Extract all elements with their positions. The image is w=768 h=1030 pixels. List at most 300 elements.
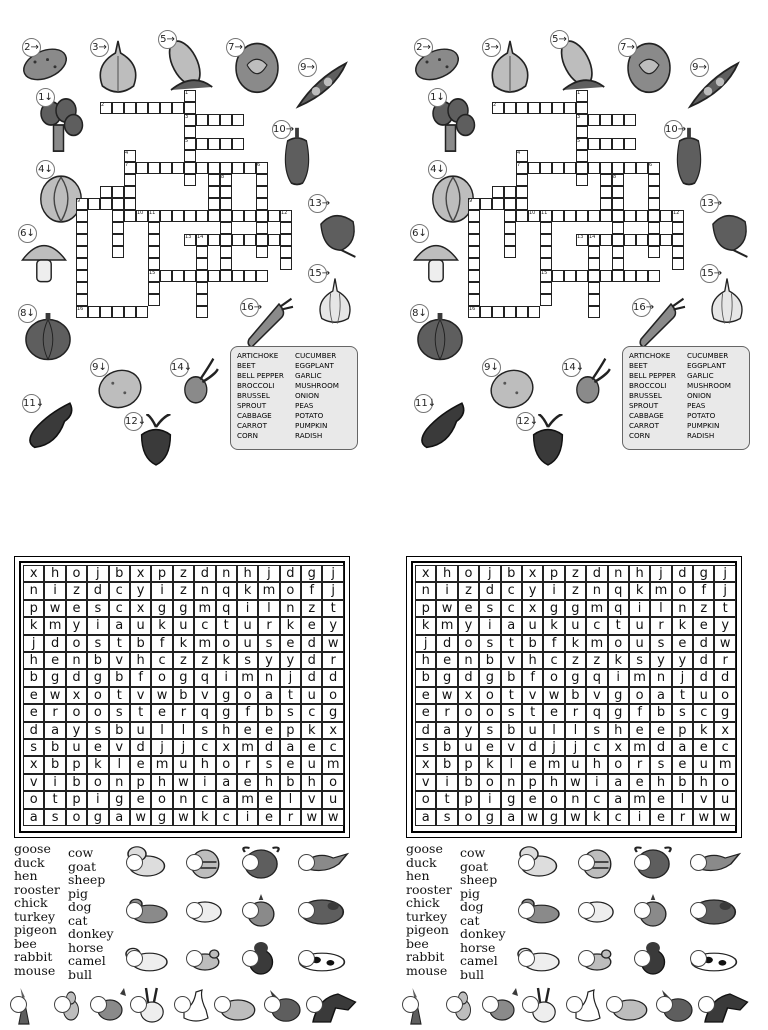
crossword-cell[interactable] (564, 102, 576, 114)
wordsearch-letter[interactable]: x (130, 600, 151, 617)
crossword-cell[interactable] (468, 210, 480, 222)
wordsearch-letter[interactable]: j (280, 669, 301, 686)
wordsearch-letter[interactable]: o (479, 774, 500, 791)
answer-circle[interactable] (214, 996, 231, 1013)
wordsearch-letter[interactable]: b (109, 565, 130, 582)
wordsearch-letter[interactable]: p (23, 600, 44, 617)
wordsearch-letter[interactable]: s (650, 635, 671, 652)
crossword-cell[interactable] (648, 246, 660, 258)
crossword-cell[interactable] (220, 222, 232, 234)
wordsearch-letter[interactable]: m (194, 600, 215, 617)
wordsearch-letter[interactable]: s (87, 600, 108, 617)
wordsearch-letter[interactable]: o (458, 635, 479, 652)
wordsearch-letter[interactable]: g (608, 704, 629, 721)
wordsearch-letter[interactable]: r (565, 704, 586, 721)
wordsearch-letter[interactable]: u (714, 791, 735, 808)
crossword-cell[interactable] (136, 162, 148, 174)
wordsearch-letter[interactable]: i (436, 774, 457, 791)
wordsearch-letter[interactable]: z (301, 600, 322, 617)
wordsearch-letter[interactable]: l (258, 600, 279, 617)
wordsearch-letter[interactable]: t (714, 600, 735, 617)
wordsearch-letter[interactable]: e (23, 687, 44, 704)
crossword-cell[interactable] (196, 294, 208, 306)
crossword-cell[interactable] (588, 210, 600, 222)
wordsearch-letter[interactable]: o (458, 565, 479, 582)
wordsearch-letter[interactable]: t (109, 687, 130, 704)
wordsearch-letter[interactable]: y (130, 582, 151, 599)
wordsearch-letter[interactable]: o (216, 635, 237, 652)
wordsearch-letter[interactable]: e (87, 739, 108, 756)
wordsearch-letter[interactable]: b (501, 722, 522, 739)
wordsearch-letter[interactable]: n (173, 791, 194, 808)
wordsearch-letter[interactable]: d (693, 635, 714, 652)
wordsearch-letter[interactable]: j (565, 739, 586, 756)
wordsearch-letter[interactable]: k (23, 617, 44, 634)
wordsearch-letter[interactable]: b (415, 669, 436, 686)
wordsearch-letter[interactable]: r (237, 756, 258, 773)
answer-circle[interactable] (446, 996, 463, 1013)
wordsearch-letter[interactable]: o (714, 687, 735, 704)
wordsearch-letter[interactable]: c (586, 791, 607, 808)
wordsearch-letter[interactable]: r (258, 617, 279, 634)
wordsearch-letter[interactable]: x (66, 687, 87, 704)
wordsearch-letter[interactable]: l (672, 791, 693, 808)
wordsearch-letter[interactable]: o (151, 669, 172, 686)
wordsearch-letter[interactable]: g (87, 669, 108, 686)
crossword-cell[interactable] (76, 222, 88, 234)
wordsearch-letter[interactable]: e (130, 756, 151, 773)
crossword-cell[interactable] (504, 234, 516, 246)
wordsearch-letter[interactable]: g (109, 791, 130, 808)
wordsearch-letter[interactable]: i (151, 582, 172, 599)
wordsearch-letter[interactable]: m (629, 669, 650, 686)
wordsearch-letter[interactable]: b (565, 687, 586, 704)
wordsearch-letter[interactable]: v (586, 687, 607, 704)
wordsearch-letter[interactable]: s (258, 756, 279, 773)
wordsearch-letter[interactable]: w (436, 687, 457, 704)
crossword-cell[interactable] (256, 222, 268, 234)
wordsearch-letter[interactable]: e (650, 809, 671, 826)
wordsearch-letter[interactable]: u (522, 617, 543, 634)
wordsearch-letter[interactable]: g (479, 809, 500, 826)
crossword-cell[interactable] (504, 222, 516, 234)
wordsearch-letter[interactable]: a (608, 774, 629, 791)
answer-circle[interactable] (306, 996, 323, 1013)
wordsearch-letter[interactable]: i (194, 774, 215, 791)
crossword-cell[interactable] (540, 258, 552, 270)
wordsearch-letter[interactable]: e (280, 756, 301, 773)
wordsearch-letter[interactable]: t (109, 635, 130, 652)
wordsearch-letter[interactable]: g (173, 669, 194, 686)
wordsearch-letter[interactable]: u (66, 739, 87, 756)
wordsearch-letter[interactable]: i (436, 582, 457, 599)
wordsearch-letter[interactable]: v (415, 774, 436, 791)
crossword-cell[interactable] (504, 102, 516, 114)
wordsearch-letter[interactable]: n (650, 669, 671, 686)
wordsearch-letter[interactable]: j (479, 565, 500, 582)
crossword-cell[interactable] (220, 162, 232, 174)
crossword-cell[interactable] (208, 138, 220, 150)
answer-circle[interactable] (298, 902, 315, 919)
crossword-cell[interactable] (576, 210, 588, 222)
crossword-cell[interactable] (208, 174, 220, 186)
wordsearch-letter[interactable]: d (672, 565, 693, 582)
wordsearch-letter[interactable]: w (44, 687, 65, 704)
wordsearch-letter[interactable]: s (672, 704, 693, 721)
wordsearch-letter[interactable]: o (479, 687, 500, 704)
wordsearch-letter[interactable]: o (672, 582, 693, 599)
wordsearch-letter[interactable]: e (650, 722, 671, 739)
answer-circle[interactable] (10, 996, 27, 1013)
wordsearch-letter[interactable]: a (258, 687, 279, 704)
wordsearch-letter[interactable]: s (280, 704, 301, 721)
crossword-cell[interactable] (588, 114, 600, 126)
wordsearch-letter[interactable]: p (66, 791, 87, 808)
crossword-cell[interactable] (88, 198, 100, 210)
wordsearch-letter[interactable]: v (194, 687, 215, 704)
crossword-cell[interactable] (172, 102, 184, 114)
crossword-cell[interactable] (220, 138, 232, 150)
answer-circle[interactable] (482, 996, 499, 1013)
wordsearch-letter[interactable]: w (714, 809, 735, 826)
wordsearch-letter[interactable]: y (672, 652, 693, 669)
crossword-cell[interactable] (552, 102, 564, 114)
crossword-cell[interactable] (504, 306, 516, 318)
wordsearch-letter[interactable]: z (565, 565, 586, 582)
wordsearch-letter[interactable]: r (436, 704, 457, 721)
crossword-cell[interactable] (612, 246, 624, 258)
wordsearch-letter[interactable]: e (415, 687, 436, 704)
wordsearch-letter[interactable]: c (194, 617, 215, 634)
wordsearch-letter[interactable]: i (479, 617, 500, 634)
crossword-cell[interactable] (672, 258, 684, 270)
crossword-cell[interactable] (280, 258, 292, 270)
wordsearch-letter[interactable]: k (479, 756, 500, 773)
wordsearch-letter[interactable]: x (23, 756, 44, 773)
crossword-cell[interactable] (588, 282, 600, 294)
wordsearch-letter[interactable]: g (151, 809, 172, 826)
crossword-cell[interactable] (540, 162, 552, 174)
crossword-cell[interactable] (552, 210, 564, 222)
crossword-cell[interactable] (268, 234, 280, 246)
wordsearch-letter[interactable]: e (280, 635, 301, 652)
wordsearch-letter[interactable]: y (66, 617, 87, 634)
wordsearch-letter[interactable]: b (44, 756, 65, 773)
wordsearch-letter[interactable]: o (280, 582, 301, 599)
crossword-cell[interactable] (540, 222, 552, 234)
crossword-cell[interactable] (672, 222, 684, 234)
crossword-cell[interactable] (600, 138, 612, 150)
wordsearch-letter[interactable]: w (714, 635, 735, 652)
wordsearch-letter[interactable]: g (543, 600, 564, 617)
wordsearch-letter[interactable]: x (714, 722, 735, 739)
wordsearch-letter[interactable]: y (322, 617, 343, 634)
wordsearch-letter[interactable]: y (458, 722, 479, 739)
crossword-cell[interactable] (624, 210, 636, 222)
wordsearch-letter[interactable]: k (280, 617, 301, 634)
wordsearch-letter[interactable]: d (301, 652, 322, 669)
crossword-cell[interactable] (612, 198, 624, 210)
wordsearch-letter[interactable]: h (194, 756, 215, 773)
crossword-cell[interactable] (148, 222, 160, 234)
crossword-cell[interactable] (172, 270, 184, 282)
wordsearch-letter[interactable]: b (501, 669, 522, 686)
crossword-cell[interactable] (624, 270, 636, 282)
crossword-cell[interactable] (648, 174, 660, 186)
crossword-cell[interactable] (220, 186, 232, 198)
crossword-cell[interactable] (112, 222, 124, 234)
wordsearch-letter[interactable]: u (322, 791, 343, 808)
wordsearch-letter[interactable]: k (543, 617, 564, 634)
crossword-cell[interactable] (208, 234, 220, 246)
crossword-cell[interactable] (184, 174, 196, 186)
crossword-cell[interactable] (244, 210, 256, 222)
wordsearch-letter[interactable]: s (436, 809, 457, 826)
crossword-cell[interactable] (468, 294, 480, 306)
crossword-cell[interactable] (256, 234, 268, 246)
wordsearch-letter[interactable]: l (501, 756, 522, 773)
wordsearch-letter[interactable]: d (44, 635, 65, 652)
crossword-cell[interactable] (540, 246, 552, 258)
wordsearch-letter[interactable]: j (87, 565, 108, 582)
wordsearch-letter[interactable]: e (693, 739, 714, 756)
crossword-cell[interactable] (612, 162, 624, 174)
wordsearch-letter[interactable]: g (501, 791, 522, 808)
wordsearch-letter[interactable]: p (458, 791, 479, 808)
wordsearch-letter[interactable]: p (66, 756, 87, 773)
crossword-cell[interactable] (612, 222, 624, 234)
wordsearch-letter[interactable]: d (130, 739, 151, 756)
wordsearch-letter[interactable]: h (44, 565, 65, 582)
wordsearch-letter[interactable]: s (87, 722, 108, 739)
answer-circle[interactable] (634, 950, 651, 967)
wordsearch-letter[interactable]: o (543, 669, 564, 686)
crossword-cell[interactable] (220, 246, 232, 258)
crossword-cell[interactable] (600, 186, 612, 198)
wordsearch-letter[interactable]: l (109, 756, 130, 773)
wordsearch-letter[interactable]: k (415, 617, 436, 634)
wordsearch-letter[interactable]: b (87, 652, 108, 669)
wordsearch-letter[interactable]: w (173, 774, 194, 791)
wordsearch-letter[interactable]: h (258, 774, 279, 791)
wordsearch-letter[interactable]: n (586, 582, 607, 599)
wordsearch-letter[interactable]: e (436, 652, 457, 669)
crossword-cell[interactable] (588, 306, 600, 318)
wordsearch-letter[interactable]: m (629, 791, 650, 808)
wordsearch-letter[interactable]: b (130, 635, 151, 652)
crossword-cell[interactable] (576, 162, 588, 174)
wordsearch-letter[interactable]: a (280, 739, 301, 756)
wordsearch-letter[interactable]: d (458, 669, 479, 686)
wordsearch-letter[interactable]: e (522, 756, 543, 773)
crossword-cell[interactable] (268, 210, 280, 222)
crossword-cell[interactable] (660, 234, 672, 246)
answer-circle[interactable] (186, 854, 203, 871)
wordsearch-letter[interactable]: o (714, 774, 735, 791)
wordsearch-letter[interactable]: a (650, 687, 671, 704)
crossword-cell[interactable] (184, 126, 196, 138)
wordsearch-letter[interactable]: n (23, 582, 44, 599)
crossword-cell[interactable] (588, 258, 600, 270)
wordsearch-letter[interactable]: k (693, 722, 714, 739)
wordsearch-letter[interactable]: n (415, 582, 436, 599)
wordsearch-letter[interactable]: t (522, 704, 543, 721)
answer-circle[interactable] (186, 950, 203, 967)
wordsearch-letter[interactable]: x (216, 739, 237, 756)
crossword-cell[interactable] (516, 174, 528, 186)
wordsearch-letter[interactable]: b (109, 722, 130, 739)
wordsearch-letter[interactable]: x (322, 722, 343, 739)
wordsearch-letter[interactable]: y (280, 652, 301, 669)
crossword-cell[interactable] (480, 306, 492, 318)
wordsearch-letter[interactable]: k (672, 617, 693, 634)
answer-circle[interactable] (130, 996, 147, 1013)
wordsearch-letter[interactable]: j (714, 565, 735, 582)
crossword-cell[interactable] (504, 246, 516, 258)
crossword-cell[interactable] (636, 234, 648, 246)
wordsearch-letter[interactable]: d (194, 565, 215, 582)
answer-circle[interactable] (518, 902, 535, 919)
answer-circle[interactable] (690, 950, 707, 967)
wordsearch-letter[interactable]: o (23, 791, 44, 808)
wordsearch-letter[interactable]: h (301, 774, 322, 791)
crossword-cell[interactable] (208, 210, 220, 222)
wordsearch-letter[interactable]: g (543, 809, 564, 826)
wordsearch-letter[interactable]: v (693, 791, 714, 808)
wordsearch-letter[interactable]: m (436, 617, 457, 634)
wordsearch-letter[interactable]: t (280, 687, 301, 704)
wordsearch-letter[interactable]: a (109, 809, 130, 826)
wordsearch-letter[interactable]: f (301, 582, 322, 599)
crossword-cell[interactable] (552, 162, 564, 174)
crossword-cell[interactable] (648, 210, 660, 222)
crossword-cell[interactable] (136, 306, 148, 318)
wordsearch-letter[interactable]: w (173, 809, 194, 826)
wordsearch-letter[interactable]: l (565, 722, 586, 739)
wordsearch-letter[interactable]: p (280, 722, 301, 739)
wordsearch-letter[interactable]: s (109, 704, 130, 721)
wordsearch-letter[interactable]: p (458, 756, 479, 773)
wordsearch-letter[interactable]: x (608, 739, 629, 756)
answer-circle[interactable] (698, 996, 715, 1013)
crossword-cell[interactable] (148, 162, 160, 174)
crossword-cell[interactable] (76, 270, 88, 282)
wordsearch-letter[interactable]: g (44, 669, 65, 686)
wordsearch-letter[interactable]: v (522, 687, 543, 704)
wordsearch-letter[interactable]: b (479, 652, 500, 669)
wordsearch-letter[interactable]: k (216, 652, 237, 669)
wordsearch-letter[interactable]: a (216, 774, 237, 791)
wordsearch-letter[interactable]: g (151, 600, 172, 617)
wordsearch-letter[interactable]: d (693, 652, 714, 669)
wordsearch-letter[interactable]: u (301, 687, 322, 704)
crossword-cell[interactable] (256, 210, 268, 222)
crossword-cell[interactable] (244, 234, 256, 246)
wordsearch-letter[interactable]: q (586, 669, 607, 686)
crossword-cell[interactable] (232, 162, 244, 174)
wordsearch-letter[interactable]: g (693, 565, 714, 582)
wordsearch-letter[interactable]: w (436, 600, 457, 617)
crossword-cell[interactable] (600, 198, 612, 210)
crossword-cell[interactable] (220, 198, 232, 210)
crossword-cell[interactable] (196, 306, 208, 318)
crossword-cell[interactable] (648, 234, 660, 246)
crossword-cell[interactable] (184, 210, 196, 222)
wordsearch-letter[interactable]: h (130, 652, 151, 669)
wordsearch-letter[interactable]: i (629, 809, 650, 826)
crossword-cell[interactable] (148, 282, 160, 294)
wordsearch-letter[interactable]: s (479, 722, 500, 739)
wordsearch-letter[interactable]: l (543, 722, 564, 739)
wordsearch-letter[interactable]: i (608, 669, 629, 686)
wordsearch-letter[interactable]: x (522, 565, 543, 582)
crossword-cell[interactable] (648, 186, 660, 198)
wordsearch-letter[interactable]: r (672, 809, 693, 826)
wordsearch-letter[interactable]: g (565, 669, 586, 686)
wordsearch-letter[interactable]: s (586, 722, 607, 739)
wordsearch-letter[interactable]: p (672, 722, 693, 739)
wordsearch-letter[interactable]: r (322, 652, 343, 669)
wordsearch-letter[interactable]: s (479, 600, 500, 617)
wordsearch-letter[interactable]: b (173, 687, 194, 704)
wordsearch-letter[interactable]: n (608, 565, 629, 582)
crossword-cell[interactable] (112, 102, 124, 114)
crossword-cell[interactable] (504, 186, 516, 198)
wordsearch-letter[interactable]: r (650, 617, 671, 634)
answer-circle[interactable] (690, 854, 707, 871)
wordsearch-letter[interactable]: n (258, 669, 279, 686)
wordsearch-letter[interactable]: e (258, 722, 279, 739)
wordsearch-letter[interactable]: v (301, 791, 322, 808)
crossword-cell[interactable] (124, 186, 136, 198)
crossword-cell[interactable] (160, 270, 172, 282)
wordsearch-letter[interactable]: i (216, 669, 237, 686)
wordsearch-letter[interactable]: j (173, 739, 194, 756)
wordsearch-letter[interactable]: w (151, 687, 172, 704)
crossword-cell[interactable] (516, 186, 528, 198)
wordsearch-letter[interactable]: b (522, 635, 543, 652)
wordsearch-letter[interactable]: s (44, 809, 65, 826)
wordsearch-letter[interactable]: u (301, 756, 322, 773)
wordsearch-letter[interactable]: c (109, 582, 130, 599)
wordsearch-letter[interactable]: z (66, 582, 87, 599)
wordsearch-letter[interactable]: s (415, 739, 436, 756)
crossword-cell[interactable] (124, 102, 136, 114)
wordsearch-letter[interactable]: o (543, 791, 564, 808)
wordsearch-letter[interactable]: a (23, 809, 44, 826)
wordsearch-letter[interactable]: g (436, 669, 457, 686)
crossword-cell[interactable] (232, 210, 244, 222)
answer-circle[interactable] (690, 902, 707, 919)
crossword-cell[interactable] (256, 198, 268, 210)
answer-circle[interactable] (186, 902, 203, 919)
wordsearch-letter[interactable]: n (216, 565, 237, 582)
wordsearch-letter[interactable]: p (543, 565, 564, 582)
wordsearch-letter[interactable]: c (151, 652, 172, 669)
crossword-cell[interactable] (600, 174, 612, 186)
crossword-cell[interactable] (160, 210, 172, 222)
wordsearch-letter[interactable]: e (629, 722, 650, 739)
wordsearch-letter[interactable]: e (458, 600, 479, 617)
crossword-cell[interactable] (112, 234, 124, 246)
wordsearch-letter[interactable]: t (322, 600, 343, 617)
wordsearch-letter[interactable]: o (237, 687, 258, 704)
wordsearch-letter[interactable]: u (237, 635, 258, 652)
wordsearch-letter[interactable]: k (87, 756, 108, 773)
wordsearch-letter[interactable]: b (258, 704, 279, 721)
crossword-cell[interactable] (100, 186, 112, 198)
wordsearch-letter[interactable]: g (216, 704, 237, 721)
